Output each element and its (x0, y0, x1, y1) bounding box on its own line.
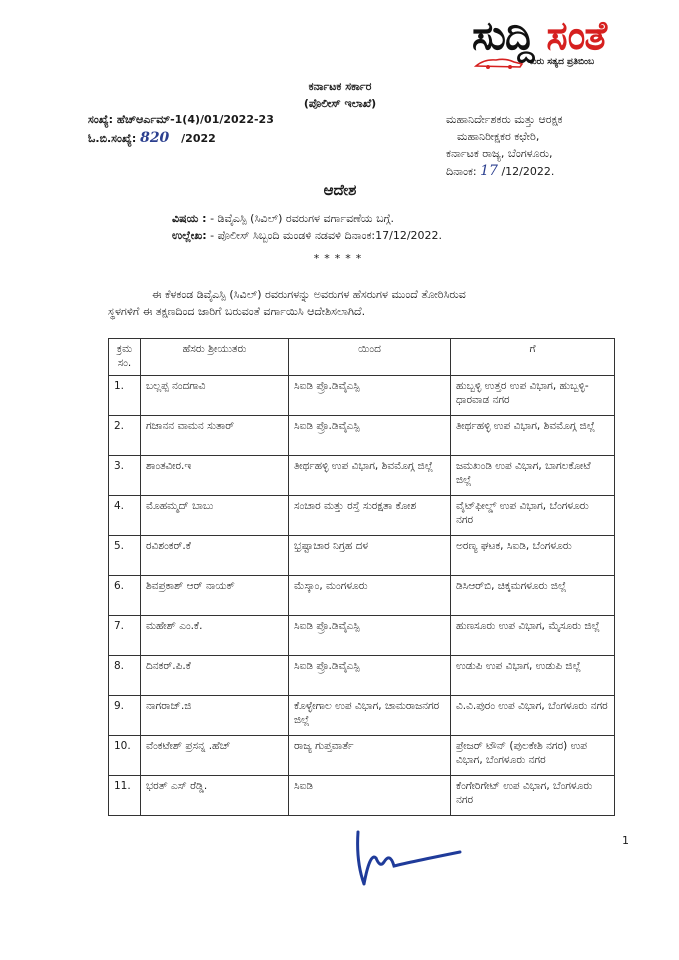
subject-text: - ಡಿವೈಎಸ್ಪಿ (ಸಿವಿಲ್) ರವರುಗಳ ವರ್ಗಾವಣೆಯ ಬಗ್ಗೆ. (210, 212, 395, 225)
cell-serial: 3. (109, 456, 141, 496)
cell-from: ಸಿಐಡಿ ಪ್ರೊ.ಡಿವೈಎಸ್ಪಿ (289, 616, 451, 656)
cell-name: ಗಜಾನನ ವಾಮನ ಸುತಾರ್ (141, 416, 289, 456)
header-from: ಯಿಂದ (289, 339, 451, 376)
department-name: (ಪೊಲೀಸ್ ಇಲಾಖೆ) (303, 97, 377, 110)
table-row (109, 576, 615, 616)
cell-from: ಸಿಐಡಿ ಪ್ರೊ.ಡಿವೈಎಸ್ಪಿ (289, 416, 451, 456)
cell-serial: 6. (109, 576, 141, 616)
date-suffix: /12/2022. (501, 165, 555, 178)
cell-from: ಸಂಚಾರ ಮತ್ತು ರಸ್ತೆ ಸುರಕ್ಷತಾ ಕೋಶ (289, 496, 451, 536)
cell-to: ಉಡುಪಿ ಉಪ ವಿಭಾಗ, ಉಡುಪಿ ಜಿಲ್ಲೆ (451, 656, 615, 696)
transfer-table (108, 338, 615, 816)
cell-serial: 5. (109, 536, 141, 576)
table-row (109, 456, 615, 496)
brand-logo (472, 14, 668, 74)
separator-stars: ***** (313, 252, 367, 265)
car-icon (474, 56, 524, 70)
cell-name: ವೆಂಕಟೇಶ್ ಪ್ರಸನ್ನ .ಹೆಚ್ (141, 736, 289, 776)
cell-to: ಪ್ರೇಜರ್ ಟೌನ್ (ಪುಲಕೇಶಿ ನಗರ) ಉಪ ವಿಭಾಗ, ಬೆಂಗಳೂರು ನಗರ (451, 736, 615, 776)
cell-name: ಮೊಹಮ್ಮದ್ ಬಾಬು (141, 496, 289, 536)
cell-serial: 4. (109, 496, 141, 536)
cell-name: ರವಿಶಂಕರ್.ಕೆ (141, 536, 289, 576)
cell-from: ರಾಜ್ಯ ಗುಪ್ತವಾರ್ತೆ (289, 736, 451, 776)
ob-number-handwritten: 820 (140, 130, 170, 146)
logo-word-2: ಸಂತೆ (546, 13, 607, 59)
header-name: ಹೆಸರು ಶ್ರೀಯುತರು (141, 339, 289, 376)
order-paragraph-line-2: ಸ್ಥಳಗಳಿಗೆ ಈ ತಕ್ಷಣದಿಂದ ಜಾರಿಗೆ ಬರುವಂತೆ ವರ್ಗಾಯಿಸಿ ಆದೇಶಿಸಲಾಗಿದೆ. (108, 305, 366, 318)
order-title: ಆದೇಶ (323, 181, 357, 199)
table-row (109, 496, 615, 536)
cell-from: ತೀರ್ಥಹಳ್ಳಿ ಉಪ ವಿಭಾಗ, ಶಿವಮೊಗ್ಗ ಜಿಲ್ಲೆ (289, 456, 451, 496)
cell-name: ನಾಗರಾಜ್.ಜಿ (141, 696, 289, 736)
date-day-handwritten: 17 (480, 163, 498, 179)
cell-serial: 2. (109, 416, 141, 456)
header-to: ಗೆ (451, 339, 615, 376)
cell-from: ಕೊಳ್ಳೇಗಾಲ ಉಪ ವಿಭಾಗ, ಚಾಮರಾಜನಗರ ಜಿಲ್ಲೆ (289, 696, 451, 736)
reference-label: ಉಲ್ಲೇಖ: (172, 229, 207, 242)
cell-name: ಭರತ್ ಎಸ್ ರೆಡ್ಡಿ. (141, 776, 289, 816)
ob-number-prefix: ಓ.ಬಿ.ಸಂಖ್ಯೆ: (88, 132, 137, 145)
cell-to: ಅರಣ್ಯ ಘಟಕ, ಸಿಐಡಿ, ಬೆಂಗಳೂರು (451, 536, 615, 576)
page-number: 1 (622, 834, 629, 847)
logo-tagline: ಖರು ಸತ್ಯದ ಪ್ರತಿಬಿಂಬ (530, 57, 595, 67)
cell-serial: 9. (109, 696, 141, 736)
cell-from: ಸಿಐಡಿ (289, 776, 451, 816)
cell-to: ತೀರ್ಥಹಳ್ಳಿ ಉಪ ವಿಭಾಗ, ಶಿವಮೊಗ್ಗ ಜಿಲ್ಲೆ (451, 416, 615, 456)
cell-serial: 11. (109, 776, 141, 816)
cell-name: ಬಲ್ಲಪ್ಪ ನಂದಗಾವಿ (141, 376, 289, 416)
table-row (109, 656, 615, 696)
cell-from: ಸಿಐಡಿ ಪ್ರೊ.ಡಿವೈಎಸ್ಪಿ (289, 656, 451, 696)
cell-to: ಕೆಂಗೇರಿಗೇಟ್ ಉಪ ವಿಭಾಗ, ಬೆಂಗಳೂರು ನಗರ (451, 776, 615, 816)
cell-to: ವಿ.ವಿ.ಪುರಂ ಉಪ ವಿಭಾಗ, ಬೆಂಗಳೂರು ನಗರ (451, 696, 615, 736)
ob-number-line (88, 130, 216, 146)
date-prefix: ದಿನಾಂಕ: (446, 165, 477, 178)
ob-number-suffix: /2022 (181, 132, 216, 145)
logo-wordmark (472, 14, 606, 58)
subject-label: ವಿಷಯ : (172, 212, 207, 225)
cell-to: ಜಮಖಂಡಿ ಉಪ ವಿಭಾಗ, ಬಾಗಲಕೋಟೆ ಜಿಲ್ಲೆ (451, 456, 615, 496)
reference-number: ಸಂಖ್ಯೆ: ಹೆಚ್ಆರ್ಎಮ್-1(4)/01/2022-23 (88, 113, 274, 126)
table-row (109, 416, 615, 456)
office-line-2: ಮಹಾನಿರೀಕ್ಷಕರ ಕಛೇರಿ, (457, 130, 540, 143)
cell-from: ಭ್ರಷ್ಟಾಚಾರ ನಿಗ್ರಹ ದಳ (289, 536, 451, 576)
cell-serial: 8. (109, 656, 141, 696)
cell-name: ಶಾಂತವೀರ.ಇ (141, 456, 289, 496)
reference-text: - ಪೊಲೀಸ್ ಸಿಬ್ಬಂದಿ ಮಂಡಳಿ ನಡವಳಿ ದಿನಾಂಕ:17/12/2022. (210, 229, 443, 242)
table-row (109, 376, 615, 416)
cell-from: ಮೆಸ್ಕಾಂ, ಮಂಗಳೂರು (289, 576, 451, 616)
cell-name: ಶಿವಪ್ರಕಾಶ್ ಆರ್ ನಾಯಕ್ (141, 576, 289, 616)
subject-line (172, 212, 394, 226)
reference-line (172, 229, 442, 243)
cell-serial: 10. (109, 736, 141, 776)
cell-from: ಸಿಐಡಿ ಪ್ರೊ.ಡಿವೈಎಸ್ಪಿ (289, 376, 451, 416)
table-row (109, 536, 615, 576)
date-line (446, 163, 554, 179)
cell-name: ದಿನಕರ್.ಪಿ.ಕೆ (141, 656, 289, 696)
table-row (109, 776, 615, 816)
cell-name: ಮಹೇಶ್ ಎಂ.ಕೆ. (141, 616, 289, 656)
cell-serial: 1. (109, 376, 141, 416)
office-line-1: ಮಹಾನಿರ್ದೇಶಕರು ಮತ್ತು ಆರಕ್ಷಕ (446, 113, 563, 126)
table-row (109, 736, 615, 776)
cell-to: ಡಿಸಿಆರ್‌ಬಿ, ಚಿಕ್ಕಮಗಳೂರು ಜಿಲ್ಲೆ (451, 576, 615, 616)
header-serial: ಕ್ರಮ ಸಂ. (109, 339, 141, 376)
table-row (109, 616, 615, 656)
logo-word-1: ಸುದ್ದಿ (472, 13, 534, 59)
cell-to: ಹುಣಸೂರು ಉಪ ವಿಭಾಗ, ಮೈಸೂರು ಜಿಲ್ಲೆ (451, 616, 615, 656)
order-paragraph-line-1: ಈ ಕೆಳಕಂಡ ಡಿವೈಎಸ್ಪಿ (ಸಿವಿಲ್) ರವರುಗಳನ್ನು ಅವರುಗಳ ಹೆಸರುಗಳ ಮುಂದೆ ತೋರಿಸಿರುವ (152, 288, 466, 301)
table-header-row (109, 339, 615, 376)
cell-serial: 7. (109, 616, 141, 656)
table-row (109, 696, 615, 736)
government-name: ಕರ್ನಾಟಕ ಸರ್ಕಾರ (308, 80, 372, 93)
cell-to: ವೈಟ್‌ಫೀಲ್ಡ್ ಉಪ ವಿಭಾಗ, ಬೆಂಗಳೂರು ನಗರ (451, 496, 615, 536)
cell-to: ಹುಬ್ಬಳ್ಳಿ ಉತ್ತರ ಉಪ ವಿಭಾಗ, ಹುಬ್ಬಳ್ಳಿ- ಧಾರವಾಡ ನಗರ (451, 376, 615, 416)
office-line-3: ಕರ್ನಾಟಕ ರಾಜ್ಯ, ಬೆಂಗಳೂರು, (446, 147, 553, 160)
signature-mark (350, 822, 470, 892)
